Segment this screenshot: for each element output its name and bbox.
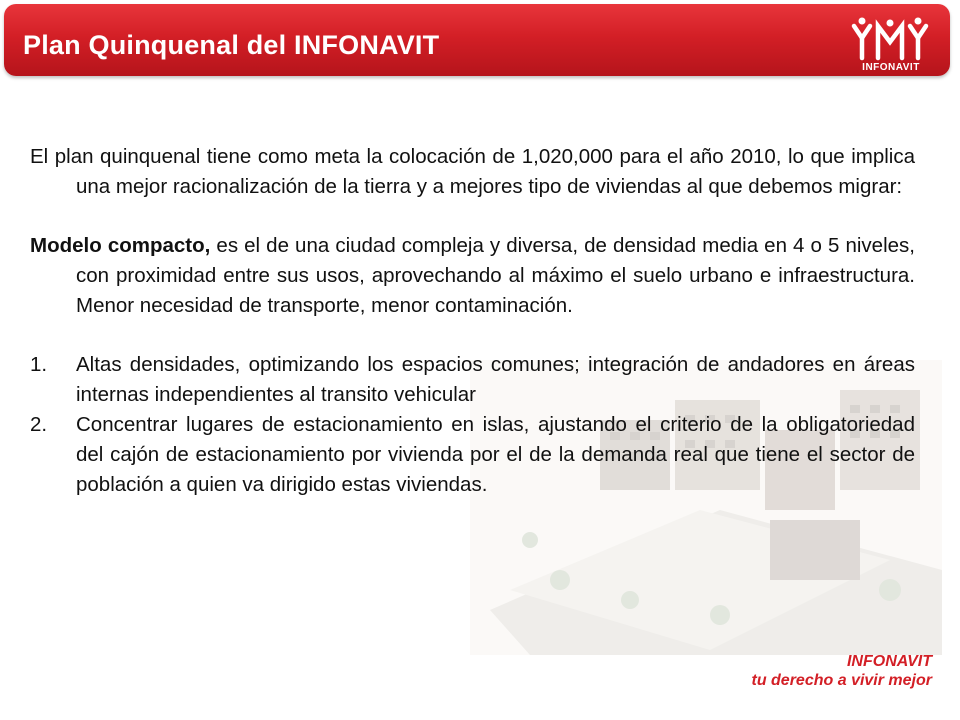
model-text: es el de una ciudad compleja y diversa, de densidad media en 4 o 5 niveles, con proximidad entre sus usos, aprovechando al máximo el suelo urbano e infraestructura. Menor necesidad de transporte, menor contaminación.	[76, 234, 915, 317]
list-item	[30, 410, 915, 500]
content-body	[30, 142, 915, 500]
footer-brand	[751, 652, 932, 690]
page-title: Plan Quinquenal del INFONAVIT	[23, 30, 440, 60]
list-item	[30, 350, 915, 410]
list-number: 1.	[30, 353, 48, 376]
footer-slogan: tu derecho a vivir mejor	[751, 672, 932, 689]
intro-paragraph	[30, 142, 915, 202]
logo-label: INFONAVIT	[862, 62, 920, 73]
footer-brand-name: INFONAVIT	[846, 653, 932, 670]
intro-text: El plan quinquenal tiene como meta la colocación de 1,020,000 para el año 2010, lo que implica una mejor racionalización de la tierra y a mejores tipo de viviendas al que debemos migrar:	[30, 145, 915, 198]
list-number: 2.	[30, 413, 48, 436]
model-paragraph	[30, 231, 915, 321]
model-heading: Modelo compacto,	[30, 234, 211, 257]
infonavit-logo-icon	[844, 16, 938, 78]
header-bar	[4, 4, 950, 76]
numbered-list	[30, 350, 915, 500]
list-item-text: Altas densidades, optimizando los espacios comunes; integración de andadores en áreas internas independientes al transito vehicular	[76, 353, 915, 406]
list-item-text: Concentrar lugares de estacionamiento en islas, ajustando el criterio de la obligatoriedad del cajón de estacionamiento por vivienda por el de la demanda real que tiene el sector de población a quien va dirigido estas viviendas.	[76, 413, 915, 496]
